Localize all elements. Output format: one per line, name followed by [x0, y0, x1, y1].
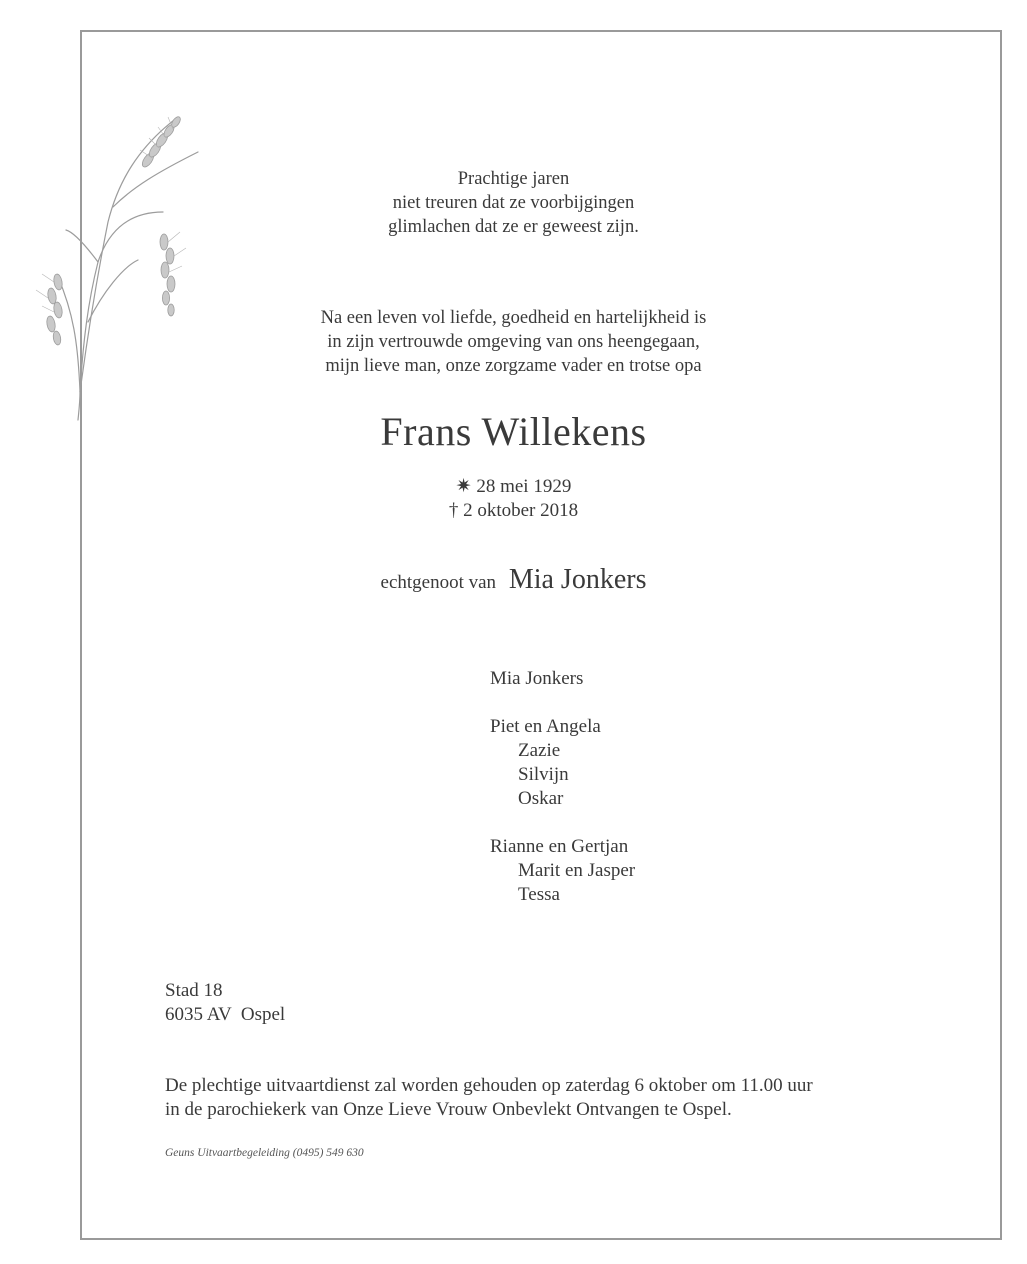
poem-line: niet treuren dat ze voorbijgingen [392, 193, 635, 213]
family-spacer [490, 811, 635, 835]
birth-date: ✷ 28 mei 1929 [455, 476, 572, 497]
poem [0, 167, 1027, 239]
intro-text [0, 306, 1027, 378]
address [165, 979, 285, 1027]
family-grandchild: Oskar [518, 788, 564, 809]
family-grandchild: Silvijn [518, 764, 569, 785]
address-street: Stad 18 [165, 980, 223, 1001]
death-date: † 2 oktober 2018 [448, 500, 579, 521]
undertaker-credit: Geuns Uitvaartbegeleiding (0495) 549 630 [165, 1147, 364, 1159]
address-city: 6035 AV Ospel [165, 1004, 286, 1025]
family-grandchild: Marit en Jasper [518, 860, 636, 881]
family-spacer [490, 691, 635, 715]
family-list [490, 667, 635, 907]
family-child: Rianne en Gertjan [490, 836, 629, 857]
family-spouse: Mia Jonkers [490, 668, 584, 689]
poem-line: Prachtige jaren [457, 169, 570, 189]
intro-line: Na een leven vol liefde, goedheid en hartelijkheid is [320, 308, 707, 328]
life-dates [0, 475, 1027, 523]
spouse-prefix: echtgenoot van [380, 572, 497, 593]
funeral-service-info [165, 1074, 813, 1122]
spouse-name: Mia Jonkers [508, 564, 647, 595]
service-line: De plechtige uitvaartdienst zal worden gehouden op zaterdag 6 oktober om 11.00 uur [165, 1075, 813, 1096]
family-grandchild: Tessa [518, 884, 560, 905]
intro-line: in zijn vertrouwde omgeving van ons heengegaan, [327, 332, 700, 352]
poem-line: glimlachen dat ze er geweest zijn. [388, 217, 639, 237]
deceased-name: Frans Willekens [380, 409, 647, 454]
intro-line: mijn lieve man, onze zorgzame vader en trotse opa [325, 356, 702, 376]
family-child: Piet en Angela [490, 716, 601, 737]
service-line: in de parochiekerk van Onze Lieve Vrouw Onbevlekt Ontvangen te Ospel. [165, 1099, 732, 1120]
family-grandchild: Zazie [518, 740, 561, 761]
spouse-line [0, 560, 1027, 603]
